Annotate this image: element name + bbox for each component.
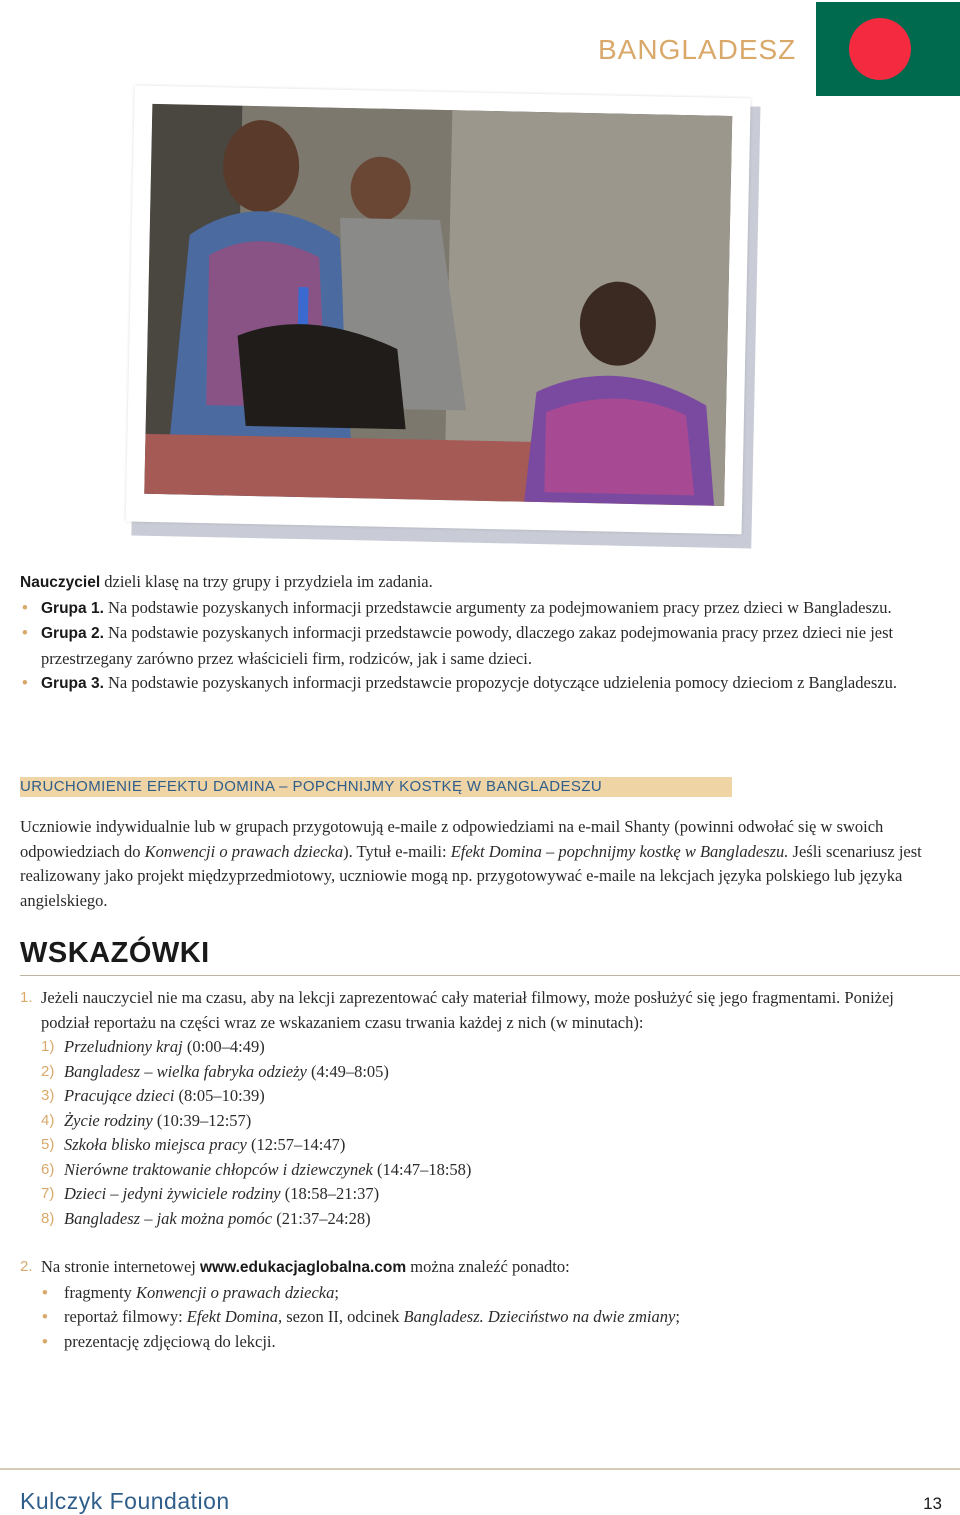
teacher-label: Nauczyciel	[20, 574, 101, 591]
tips-divider	[20, 975, 960, 976]
resource-text: prezentację zdjęciową do lekcji.	[64, 1331, 276, 1351]
part-item	[20, 1084, 940, 1109]
tip-item-2	[20, 1255, 940, 1281]
tip-number: 1.	[20, 989, 33, 1006]
part-item	[20, 1182, 940, 1207]
domino-text-3: Jeśli scenariusz jest realizowany jako projekt międzyprzedmiotowy, uczniowie mogą np. przygotowywać e-maile na lekcjach języka polskiego lub języka angielskiego.	[20, 841, 922, 910]
photo-frame	[126, 86, 751, 535]
part-time: (0:00–4:49)	[182, 1037, 265, 1056]
resource-item	[20, 1330, 940, 1355]
resource-item	[20, 1281, 940, 1306]
domino-email-title: Efekt Domina – popchnijmy kostkę w Bangladeszu.	[450, 841, 789, 861]
part-time: (21:37–24:28)	[272, 1208, 371, 1228]
part-number: 8)	[41, 1209, 55, 1227]
part-title: Pracujące dzieci	[64, 1086, 175, 1105]
group-text: Na podstawie pozyskanych informacji przedstawcie powody, dlaczego zakaz podejmowania pracy przez dzieci nie jest przestrzegany zarówno przez właścicieli firm, rodziców, jak i same dzieci.	[41, 623, 894, 668]
part-title: Bangladesz – wielka fabryka odzieży	[64, 1061, 307, 1081]
teacher-text: dzieli klasę na trzy grupy i przydziela im zadania.	[100, 572, 433, 591]
group-item	[20, 671, 940, 697]
footer-divider	[0, 1468, 960, 1470]
part-number: 4)	[41, 1111, 55, 1129]
part-number: 7)	[41, 1185, 55, 1202]
part-title: Przeludniony kraj	[64, 1037, 183, 1056]
part-time: (14:47–18:58)	[372, 1159, 472, 1179]
domino-convention-italic: Konwencji o prawach dziecka	[144, 841, 344, 861]
resource-item	[20, 1305, 940, 1330]
domino-text-2: ). Tytuł e-maili:	[343, 841, 451, 861]
domino-text-1: Uczniowie indywidualnie lub w grupach przygotowują e-maile z odpowiedziami na e-mail Shanty (powinni odwołać się w swoich odpowiedziach do	[20, 817, 884, 861]
part-item	[20, 1060, 940, 1085]
website-link[interactable]: www.edukacjaglobalna.com	[200, 1259, 407, 1276]
tip-number: 2.	[20, 1258, 33, 1275]
bangladesh-flag-icon	[816, 2, 960, 96]
photo-women-children-sewing	[144, 104, 732, 506]
group-label: Grupa 2.	[41, 625, 104, 642]
teacher-line	[20, 570, 940, 596]
tip-item-1	[20, 986, 940, 1035]
spacer	[20, 1231, 940, 1255]
part-time: (4:49–8:05)	[306, 1061, 389, 1081]
tips-heading: WSKAZÓWKI	[20, 937, 210, 969]
part-number: 2)	[41, 1062, 55, 1080]
part-item	[20, 1109, 940, 1134]
resource-italic: Konwencji o prawach dziecka	[135, 1282, 335, 1302]
part-number: 5)	[41, 1136, 55, 1153]
group-label: Grupa 3.	[41, 675, 104, 692]
part-title: Bangladesz – jak można pomóc	[64, 1208, 273, 1228]
part-item	[20, 1035, 940, 1060]
domino-banner-text: URUCHOMIENIE EFEKTU DOMINA – POPCHNIJMY KOSTKĘ W BANGLADESZU	[20, 778, 603, 795]
group-text: Na podstawie pozyskanych informacji przedstawcie argumenty za podejmowaniem pracy przez dzieci w Bangladeszu.	[103, 597, 892, 617]
part-title: Życie rodziny	[64, 1110, 153, 1130]
resource-punct: ;	[675, 1307, 680, 1326]
resource-punct: ;	[334, 1282, 339, 1302]
part-item	[20, 1133, 940, 1158]
page-country-title: BANGLADESZ	[598, 34, 797, 65]
part-title: Dzieci – jedyni żywiciele rodziny	[64, 1184, 281, 1203]
tips-list	[20, 986, 940, 1354]
domino-paragraph	[20, 815, 940, 913]
part-item	[20, 1207, 940, 1232]
group-label: Grupa 1.	[41, 599, 104, 617]
tip-text: Na stronie internetowej	[41, 1257, 200, 1276]
part-time: (12:57–14:47)	[246, 1135, 346, 1154]
group-item	[20, 621, 940, 671]
tip-text-end: można znaleźć ponadto:	[406, 1257, 570, 1276]
group-text: Na podstawie pozyskanych informacji przedstawcie propozycje dotyczące udzielenia pomocy dzieciom z Bangladeszu.	[103, 673, 897, 692]
resource-italic-episode: Bangladesz. Dzieciństwo na dwie zmiany	[403, 1307, 676, 1326]
page-number: 13	[923, 1494, 942, 1513]
tip-text: Jeżeli nauczyciel nie ma czasu, aby na lekcji zaprezentować cały materiał filmowy, może posłużyć się jego fragmentami. Poniżej podział reportażu na części wraz ze wskazaniem czasu trwania każdej z nich (w minutach):	[41, 988, 894, 1032]
part-title: Szkoła blisko miejsca pracy	[64, 1135, 247, 1154]
part-time: (10:39–12:57)	[152, 1110, 252, 1130]
intro-section	[20, 570, 940, 697]
resource-italic: Efekt Domina,	[186, 1307, 283, 1326]
resource-text-mid: sezon II, odcinek	[282, 1307, 404, 1326]
photo-illustration	[144, 104, 732, 506]
group-item	[20, 596, 940, 622]
photo-card	[125, 86, 758, 549]
footer-brand: Kulczyk Foundation	[20, 1488, 230, 1514]
part-time: (18:58–21:37)	[280, 1184, 380, 1203]
part-title: Nierówne traktowanie chłopców i dziewczynek	[64, 1159, 373, 1179]
part-item	[20, 1158, 940, 1183]
resource-text: fragmenty	[64, 1282, 136, 1302]
part-number: 6)	[41, 1160, 55, 1178]
part-number: 1)	[41, 1038, 55, 1055]
flag-red-disc	[849, 18, 911, 80]
resource-text: reportaż filmowy:	[64, 1307, 187, 1326]
part-time: (8:05–10:39)	[174, 1086, 265, 1105]
domino-banner	[20, 777, 732, 797]
part-number: 3)	[41, 1087, 55, 1104]
